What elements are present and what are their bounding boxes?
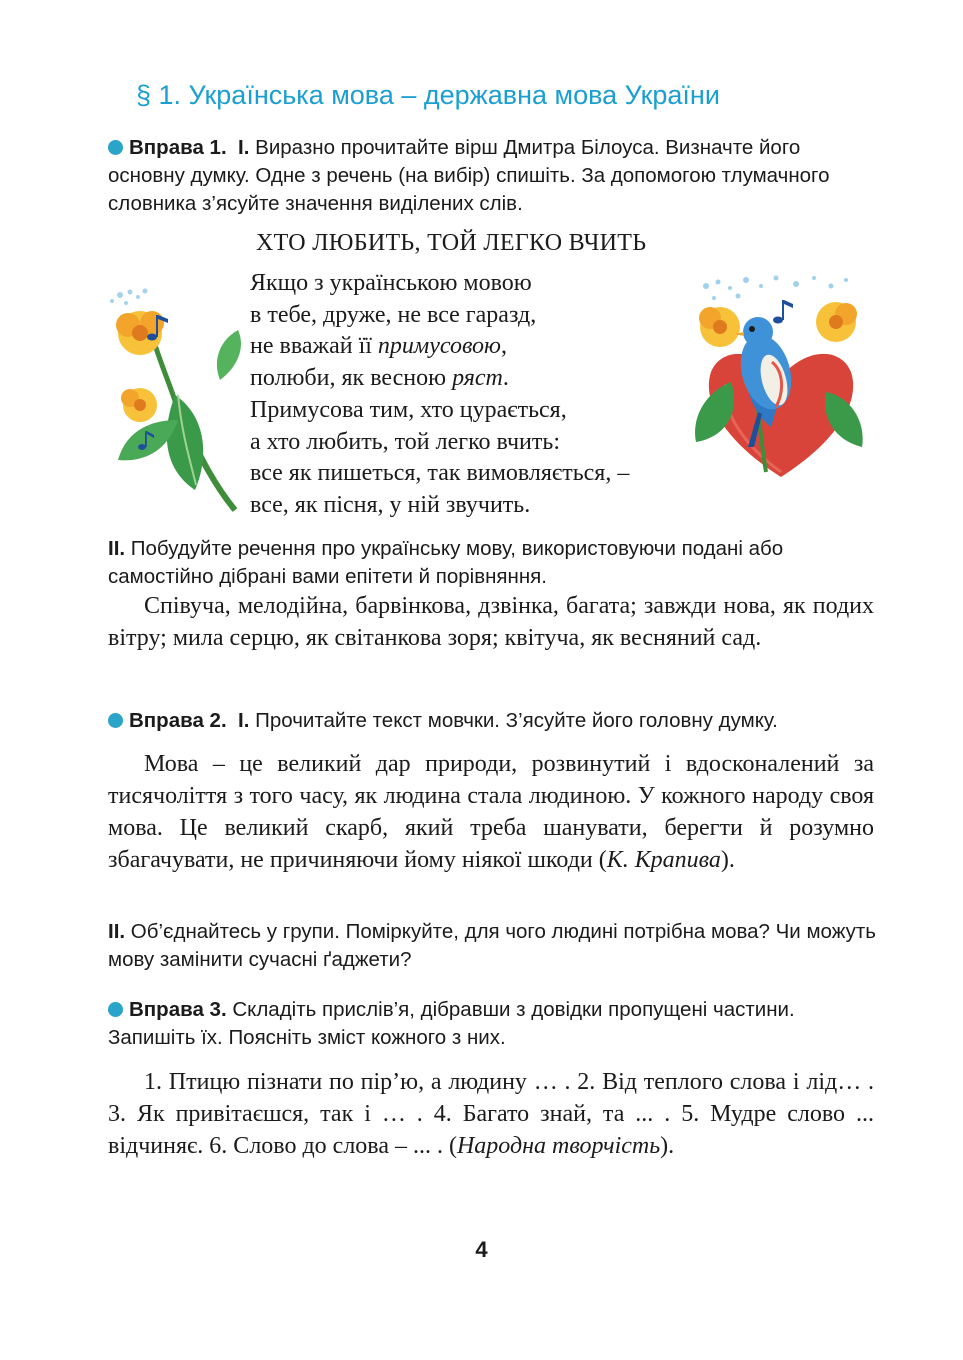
exercise-2-part-2-roman: ІІ. [108,920,126,943]
poem-line: Якщо з українською мовою [250,270,532,296]
exercise-1-task [108,134,878,218]
bullet-icon [108,140,123,155]
exercise-2-part-1-roman: І. [238,709,250,732]
exercise-2-task [108,707,878,735]
poem-line: не вважай її примусовою, [250,333,507,360]
exercise-2-label: Вправа 2. [129,709,227,732]
flower-illustration [100,285,245,520]
author-name: К. Крапива [606,847,721,873]
poem-line: Примусова тим, хто цурається, [250,396,567,423]
section-title: § 1. Українська мова – державна мова України [136,80,720,110]
exercise-2-text: Мова – це великий дар природи, розвинутий і вдосконалений за тисячоліття з того часу, як людина стала людиною. У кожного народу своя мова. Це великий скарб, який треба шанувати, берегти й розумно збагачувати, не причиняючи йому ніякої шкоди (К. Крапива). [108,751,874,873]
poem-line: в тебе, друже, не все гаразд, [250,301,537,328]
exercise-1-part-1-text: Виразно прочитайте вірш Дмитра Білоуса. Визначте його основну думку. Одне з речень (на вибір) спишіть. За допомогою тлумачного словника з’ясуйте значення виділених слів. [108,136,830,215]
poem-line: все, як пісня, у ній звучить. [250,491,531,518]
exercise-1-part-1-roman: І. [238,136,250,159]
poem-line: полюби, як весною ряст. [250,365,509,392]
exercise-3-task-text: Складіть прислів’я, дібравши з довідки пропущені частини. Запишіть їх. Поясніть зміст кожного з них. [108,998,795,1049]
proverbs-text: 1. Птицю пізнати по пір’ю, а людину … . 2. Від теплого слова і лід… . 3. Як привітаєшся, так і … . 4. Багато знай, та ... . 5. Мудре слово ... відчиняє. 6. Слово до слова – ... . (Народна творчість). [108,1069,874,1159]
exercise-2-part-2-text: Об’єднайтесь у групи. Поміркуйте, для чого людині потрібна мова? Чи можуть мову замінити сучасні ґаджети? [108,920,876,971]
source-name: Народна творчість [456,1133,661,1159]
bullet-icon [108,1002,123,1017]
bullet-icon [108,713,123,728]
poem-line: а хто любить, той легко вчить: [250,428,560,455]
exercise-3-task [108,996,878,1052]
poem-title: ХТО ЛЮБИТЬ, ТОЙ ЛЕГКО ВЧИТЬ [256,230,647,256]
highlighted-word: примусовою [377,333,501,360]
exercise-2-part-1-text: Прочитайте текст мовчки. З’ясуйте його головну думку. [249,709,778,732]
exercise-1-label: Вправа 1. [129,136,227,159]
exercise-1-part-2-text: Побудуйте речення про українську мову, використовуючи подані або самостійно дібрані вами епітети й порівняння. [108,537,784,588]
bird-heart-illustration [686,272,876,482]
music-note-icon [773,300,793,324]
exercise-2-part-2 [108,918,878,974]
poem-line: все як пишеться, так вимовляється, – [250,460,630,487]
page-number: 4 [475,1237,488,1262]
poem [250,268,740,522]
highlighted-word: ряст [452,365,503,392]
exercise-3-label: Вправа 3. [129,998,227,1021]
exercise-1-part-2-roman: ІІ. [108,537,126,560]
exercise-1-part-2 [108,535,878,591]
epithets-text: Співуча, мелодійна, барвінкова, дзвінка, багата; завжди нова, як подих вітру; мила серцю, як світанкова зоря; квітуча, як весняний сад. [108,593,874,651]
